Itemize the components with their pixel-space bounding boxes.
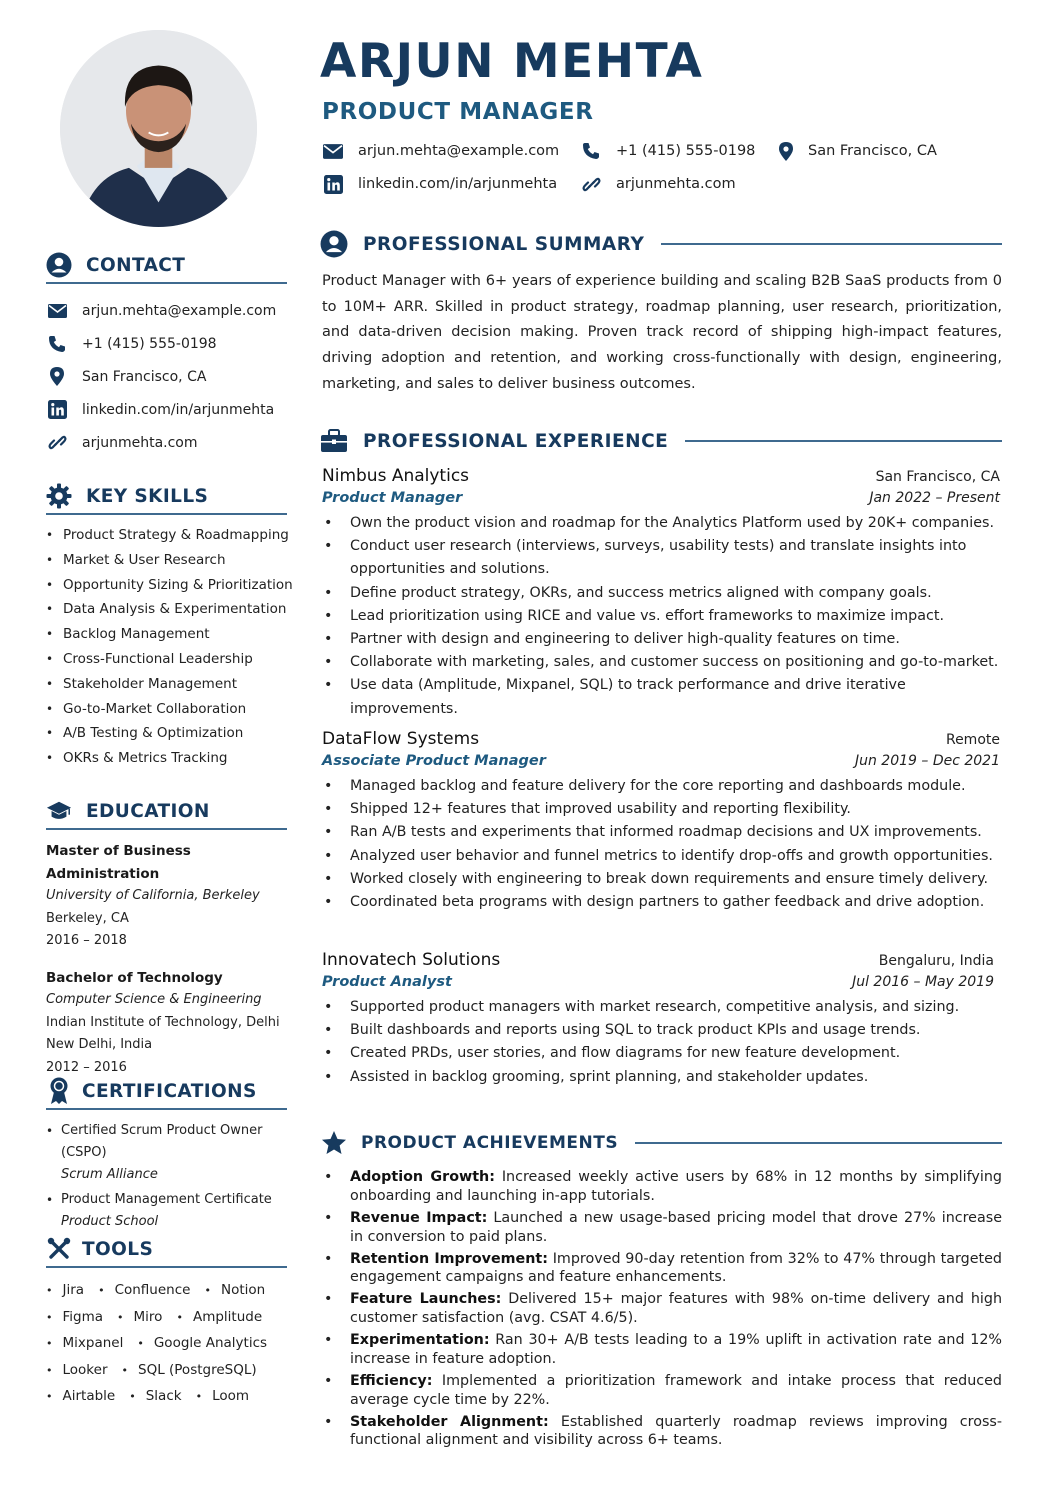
degree-years: 2012 – 2016: [46, 1059, 127, 1075]
certification-item: [46, 1189, 287, 1233]
job-bullet: • Shipped 12+ features that improved usability and reporting flexibility.: [322, 798, 1000, 821]
education-entry: [46, 967, 287, 1080]
job-bullet: • Created PRDs, user stories, and flow diagrams for new feature development.: [322, 1042, 994, 1065]
job-bullet: • Lead prioritization using RICE and value vs. effort frameworks to maximize impact.: [322, 605, 1000, 628]
tools-row: [46, 1357, 287, 1384]
header-email[interactable]: [322, 140, 559, 162]
skill-item: • Product Strategy & Roadmapping: [46, 523, 287, 548]
achievement-item: [322, 1209, 1002, 1247]
job-location: Bengaluru, India: [878, 953, 994, 969]
section-divider: [661, 243, 1002, 245]
link-icon: [580, 173, 602, 195]
education-heading: [46, 798, 287, 830]
job-company: Innovatech Solutions: [322, 950, 501, 970]
contact-title: CONTACT: [86, 254, 186, 276]
tool-item: • Notion: [204, 1282, 265, 1298]
job-bullet: • Collaborate with marketing, sales, and customer success on positioning and go-to-market.: [322, 651, 1000, 674]
tools-row: [46, 1277, 287, 1304]
tools-heading: [46, 1236, 287, 1268]
link-icon: [46, 432, 68, 454]
job-bullet: • Use data (Amplitude, Mixpanel, SQL) to track performance and drive iterative improvements.: [322, 674, 1000, 720]
degree-name: Master of Business Administration: [46, 843, 191, 882]
header-website-text: arjunmehta.com: [616, 176, 736, 192]
achievement-label: Retention Improvement:: [350, 1250, 548, 1267]
tool-item: • Amplitude: [176, 1309, 262, 1325]
education-title: EDUCATION: [86, 800, 210, 822]
contact-linkedin-text: linkedin.com/in/arjunmehta: [82, 401, 275, 418]
skill-item: • Go-to-Market Collaboration: [46, 697, 287, 722]
contact-section: [46, 252, 287, 459]
phone-icon: [46, 333, 68, 355]
skill-item: • Stakeholder Management: [46, 672, 287, 697]
job-title: Product Analyst: [322, 974, 452, 990]
job-dates: Jun 2019 – Dec 2021: [854, 753, 1000, 769]
certification-name: Product Management Certificate: [61, 1192, 272, 1207]
skill-item: • Market & User Research: [46, 548, 287, 573]
job-bullets: [322, 775, 1000, 914]
tool-item: • Mixpanel: [46, 1335, 123, 1351]
certifications-section: [46, 1078, 287, 1236]
user-circle-icon: [46, 252, 72, 278]
achievements-list: [322, 1168, 1002, 1453]
contact-phone[interactable]: [46, 327, 287, 360]
degree-location: New Delhi, India: [46, 1037, 153, 1052]
skill-item: • OKRs & Metrics Tracking: [46, 746, 287, 771]
certification-issuer: Scrum Alliance: [61, 1167, 158, 1182]
achievement-text: Launched a new usage-based pricing model that drove 27% increase in conversion to paid plans.: [350, 1209, 1002, 1245]
achievement-text: Implemented a prioritization framework and intake process that reduced average cycle time by 22%.: [350, 1372, 1002, 1408]
contact-linkedin[interactable]: [46, 393, 287, 426]
graduation-cap-icon: [46, 798, 72, 824]
education-entries: [46, 840, 287, 1079]
candidate-name: ARJUN MEHTA: [320, 34, 704, 89]
job-dates: Jul 2016 – May 2019: [852, 974, 994, 990]
job-dates: Jan 2022 – Present: [869, 490, 1000, 506]
contact-location: [46, 360, 287, 393]
skills-heading: [46, 483, 287, 515]
job-bullets: [322, 512, 1000, 721]
profile-photo: [60, 30, 257, 227]
achievement-text: Increased weekly active users by 68% in 12 months by simplifying onboarding and launching in-app tutorials.: [350, 1169, 1002, 1204]
achievement-item: [322, 1372, 1002, 1410]
header-website[interactable]: [580, 173, 736, 195]
summary-title: PROFESSIONAL SUMMARY: [363, 233, 645, 255]
skills-list: [46, 523, 293, 771]
certification-name: Certified Scrum Product Owner (CSPO): [61, 1123, 263, 1160]
certification-item: [46, 1120, 287, 1186]
achievement-text: Improved 90-day retention from 32% to 47% through targeted engagement campaigns and feature enhancements.: [350, 1250, 1002, 1286]
achievement-item: [322, 1290, 1002, 1328]
header-location-text: San Francisco, CA: [808, 143, 937, 159]
job-bullet: • Conduct user research (interviews, surveys, usability tests) and translate insights into opportunities and solutions.: [322, 535, 1000, 581]
contact-email-text: arjun.mehta@example.com: [82, 302, 277, 319]
experience-section: [320, 426, 1002, 456]
linkedin-icon: [46, 399, 68, 421]
briefcase-icon: [320, 427, 348, 455]
user-circle-icon: [320, 230, 348, 258]
contact-email[interactable]: [46, 294, 287, 327]
header-phone-text: +1 (415) 555-0198: [616, 143, 756, 159]
contact-phone-text: +1 (415) 555-0198: [82, 335, 217, 352]
tools-section: [46, 1236, 287, 1410]
achievements-section: [320, 1128, 1002, 1158]
header-linkedin-text: linkedin.com/in/arjunmehta: [358, 176, 558, 192]
achievements-heading: [320, 1128, 1002, 1158]
achievement-label: Efficiency:: [350, 1372, 433, 1389]
job-entry: [322, 466, 1000, 721]
tool-item: • Slack: [129, 1388, 181, 1404]
section-divider: [635, 1142, 1002, 1144]
job-company: Nimbus Analytics: [322, 466, 470, 486]
contact-location-text: San Francisco, CA: [82, 368, 207, 385]
tools-title: TOOLS: [82, 1238, 154, 1260]
skill-item: • Data Analysis & Experimentation: [46, 597, 287, 622]
job-title: Associate Product Manager: [322, 753, 546, 769]
achievement-text: Ran 30+ A/B tests leading to a 19% uplift in activation rate and 12% increase in feature adoption.: [350, 1332, 1003, 1367]
job-entry: [322, 950, 994, 1089]
achievement-label: Revenue Impact:: [350, 1209, 488, 1226]
job-bullet: • Analyzed user behavior and funnel metrics to identify drop-offs and growth opportunities.: [322, 845, 1000, 868]
envelope-icon: [322, 140, 344, 162]
achievement-label: Stakeholder Alignment:: [350, 1413, 549, 1430]
skills-title: KEY SKILLS: [86, 485, 209, 507]
degree-name: Bachelor of Technology: [46, 969, 223, 986]
header-location: [775, 140, 937, 162]
tool-item: • Confluence: [98, 1282, 190, 1298]
job-bullet: • Partner with design and engineering to deliver high-quality features on time.: [322, 628, 1000, 651]
tools-row: [46, 1383, 287, 1410]
star-icon: [320, 1129, 348, 1157]
tool-item: • Loom: [196, 1388, 249, 1404]
tools-row: [46, 1304, 287, 1331]
map-pin-icon: [46, 366, 68, 388]
achievement-item: [322, 1250, 1002, 1288]
achievement-item: [322, 1413, 1002, 1451]
contact-heading: [46, 252, 287, 284]
achievement-item: [322, 1168, 1002, 1206]
candidate-role: PRODUCT MANAGER: [322, 99, 594, 125]
degree-school: University of California, Berkeley: [46, 888, 260, 903]
job-bullet: • Ran A/B tests and experiments that informed roadmap decisions and UX improvements.: [322, 821, 1000, 844]
award-ribbon-icon: [46, 1078, 72, 1104]
tool-item: • Jira: [46, 1282, 84, 1298]
achievements-title: PRODUCT ACHIEVEMENTS: [361, 1133, 619, 1153]
section-divider: [685, 440, 1002, 442]
contact-website-text: arjunmehta.com: [82, 434, 198, 451]
tool-item: • Airtable: [46, 1388, 115, 1404]
job-bullet: • Coordinated beta programs with design partners to gather feedback and drive adoption.: [322, 891, 1000, 914]
wrench-tools-icon: [46, 1236, 72, 1262]
summary-section: [320, 229, 1002, 398]
skills-section: [46, 483, 293, 771]
degree-years: 2016 – 2018: [46, 933, 127, 948]
degree-location: Berkeley, CA: [46, 910, 129, 926]
summary-heading: [320, 229, 1002, 259]
achievement-text: Established quarterly roadmap reviews improving cross-functional alignment and visibility across 6+ teams.: [350, 1413, 1003, 1449]
experience-title: PROFESSIONAL EXPERIENCE: [363, 430, 669, 452]
envelope-icon: [46, 300, 68, 322]
job-company: DataFlow Systems: [322, 729, 480, 749]
job-location: San Francisco, CA: [875, 469, 1000, 485]
achievement-label: Feature Launches:: [350, 1291, 502, 1308]
gear-icon: [46, 483, 72, 509]
tool-item: • Looker: [46, 1362, 108, 1378]
job-bullet: • Assisted in backlog grooming, sprint planning, and stakeholder updates.: [322, 1066, 994, 1089]
job-bullet: • Worked closely with engineering to break down requirements and ensure timely delivery.: [322, 868, 1000, 891]
job-bullet: • Managed backlog and feature delivery for the core reporting and dashboards module.: [322, 775, 1000, 798]
header-linkedin[interactable]: [322, 173, 557, 195]
tool-item: • Miro: [117, 1309, 162, 1325]
degree-school: Indian Institute of Technology, Delhi: [46, 1014, 280, 1030]
map-pin-icon: [775, 140, 797, 162]
certification-issuer: Product School: [61, 1214, 159, 1229]
experience-heading: [320, 426, 1002, 456]
degree-field: Computer Science & Engineering: [46, 992, 262, 1007]
linkedin-icon: [322, 173, 344, 195]
education-entry: [46, 840, 287, 953]
certifications-title: CERTIFICATIONS: [82, 1080, 257, 1102]
phone-icon: [580, 140, 602, 162]
certifications-heading: [46, 1078, 287, 1110]
tools-list: [46, 1277, 287, 1410]
tool-item: • SQL (PostgreSQL): [122, 1362, 257, 1378]
job-entry: [322, 729, 1000, 914]
tool-item: • Google Analytics: [137, 1335, 267, 1351]
skill-item: • Cross-Functional Leadership: [46, 647, 287, 672]
achievement-item: [322, 1331, 1002, 1369]
job-bullet: • Built dashboards and reports using SQL to track product KPIs and usage trends.: [322, 1019, 994, 1042]
tools-row: [46, 1330, 287, 1357]
summary-text: Product Manager with 6+ years of experience building and scaling B2B SaaS products from 0 to 10M+ ARR. Skilled in product strategy, roadmap planning, user research, prioritization, and data-driven decision making. Proven track record of shipping high-impact features, driving adoption and retention, and working cross-functionally with design, engineering, marketing, and sales to deliver business outcomes.: [322, 273, 1002, 392]
tool-item: • Figma: [46, 1309, 103, 1325]
job-bullets: [322, 996, 994, 1089]
education-section: [46, 798, 287, 1079]
achievement-label: Adoption Growth:: [350, 1169, 495, 1185]
header-phone[interactable]: [580, 140, 755, 162]
achievement-text: Delivered 15+ major features with 98% on-time delivery and high customer satisfaction (avg. CSAT 4.6/5).: [350, 1291, 1003, 1327]
job-title: Product Manager: [322, 490, 463, 506]
job-bullet: • Own the product vision and roadmap for the Analytics Platform used by 20K+ companies.: [322, 512, 1000, 535]
skill-item: • Backlog Management: [46, 622, 287, 647]
contact-website[interactable]: [46, 426, 287, 459]
job-bullet: • Supported product managers with market research, competitive analysis, and sizing.: [322, 996, 994, 1019]
certifications-list: [46, 1120, 287, 1233]
achievement-label: Experimentation:: [350, 1332, 490, 1349]
skill-item: • A/B Testing & Optimization: [46, 721, 287, 746]
skill-item: • Opportunity Sizing & Prioritization: [46, 573, 287, 598]
header-email-text: arjun.mehta@example.com: [358, 143, 560, 159]
job-location: Remote: [945, 732, 1000, 748]
person-portrait-icon: [60, 30, 257, 227]
job-bullet: • Define product strategy, OKRs, and success metrics aligned with company goals.: [322, 582, 1000, 605]
